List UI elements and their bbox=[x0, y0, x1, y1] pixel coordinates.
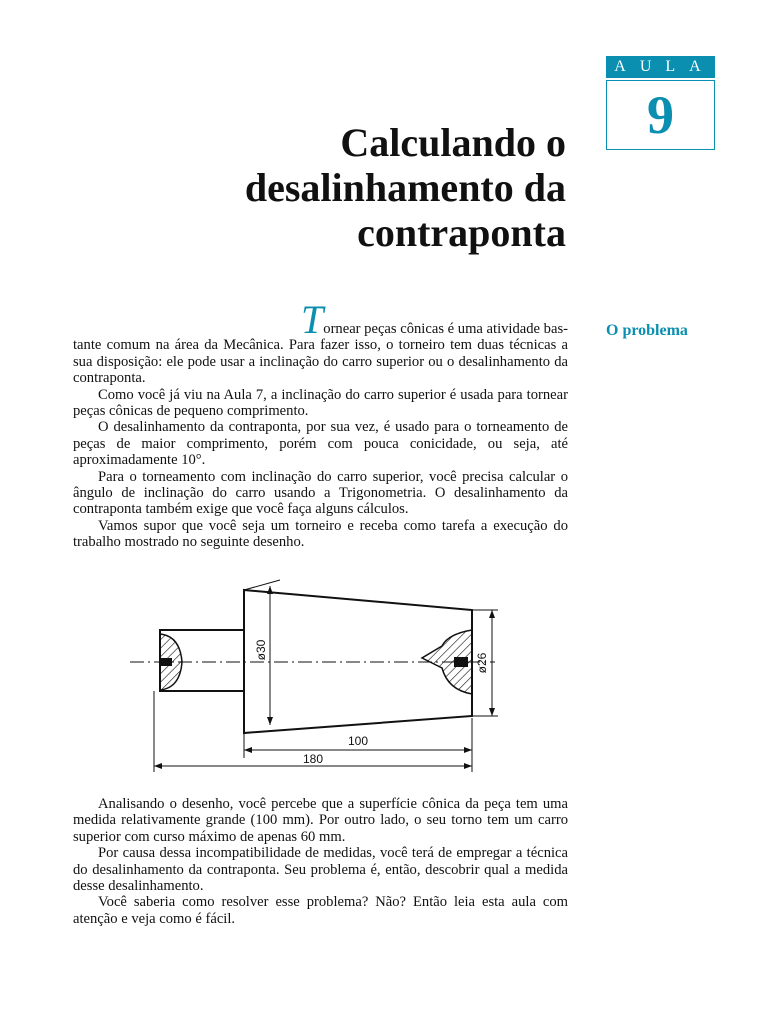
paragraph-5: Vamos supor que você seja um torneiro e receba como tarefa a execução do trabalho mostrado no seguinte desenho. bbox=[73, 517, 568, 551]
title-line-1: Calculando o bbox=[340, 120, 566, 165]
dim-30-label: ø30 bbox=[254, 639, 268, 661]
dim-26-label: ø26 bbox=[475, 652, 489, 674]
page-title bbox=[146, 120, 566, 255]
paragraph-4: Para o torneamento com inclinação do carro superior, você precisa calcular o ângulo de inclinação do carro usando a Trigonometria. O desalinhamento da contraponta também exige que você faça alguns cálculos. bbox=[73, 468, 568, 518]
paragraph-2: Como você já viu na Aula 7, a inclinação do carro superior é usada para tornear peças cônicas de pequeno comprimento. bbox=[73, 386, 568, 420]
dim-100-label: 100 bbox=[347, 734, 369, 748]
aula-number: 9 bbox=[647, 85, 674, 145]
aula-number-box bbox=[606, 80, 715, 150]
paragraph-8: Você saberia como resolver esse problema? Não? Então leia esta aula com atenção e veja como é fácil. bbox=[73, 894, 568, 927]
technical-drawing bbox=[120, 578, 510, 778]
left-center-point bbox=[160, 658, 172, 666]
dropcap-line bbox=[73, 297, 568, 342]
aula-label: AULA bbox=[606, 56, 715, 78]
intro-text bbox=[73, 297, 568, 551]
analysis-text bbox=[73, 796, 568, 927]
paragraph-3: O desalinhamento da contraponta, por sua vez, é usado para o torneamento de peças de maior comprimento, porém com pouca conicidade, ou seja, até aproximadamente 10°. bbox=[73, 419, 568, 469]
right-center-point bbox=[454, 657, 468, 667]
paragraph-7: Por causa dessa incompatibilidade de medidas, você terá de empregar a técnica do desalinhamento da contraponta. Seu problema é, então, descobrir qual a medida desse desalinhamento. bbox=[73, 845, 568, 895]
paragraph-1 bbox=[73, 297, 568, 387]
paragraph-1-start: ornear peças cônicas é uma atividade bas- bbox=[323, 321, 568, 337]
paragraph-6: Analisando o desenho, você percebe que a superfície cônica da peça tem uma medida relativamente grande (100 mm). Por outro lado, o seu torno tem um carro superior com curso máximo de apenas 60 mm. bbox=[73, 796, 568, 845]
section-label: O problema bbox=[606, 322, 688, 339]
title-line-2: desalinhamento da bbox=[244, 165, 566, 210]
title-line-3: contraponta bbox=[357, 210, 566, 255]
dim-180-label: 180 bbox=[302, 752, 324, 766]
dropcap: T bbox=[301, 297, 324, 342]
paragraph-1-rest: tante comum na área da Mecânica. Para fazer isso, o torneiro tem duas técnicas a sua disposição: ele pode usar a inclinação do carro superior ou o desalinhamento da contraponta. bbox=[73, 337, 568, 387]
